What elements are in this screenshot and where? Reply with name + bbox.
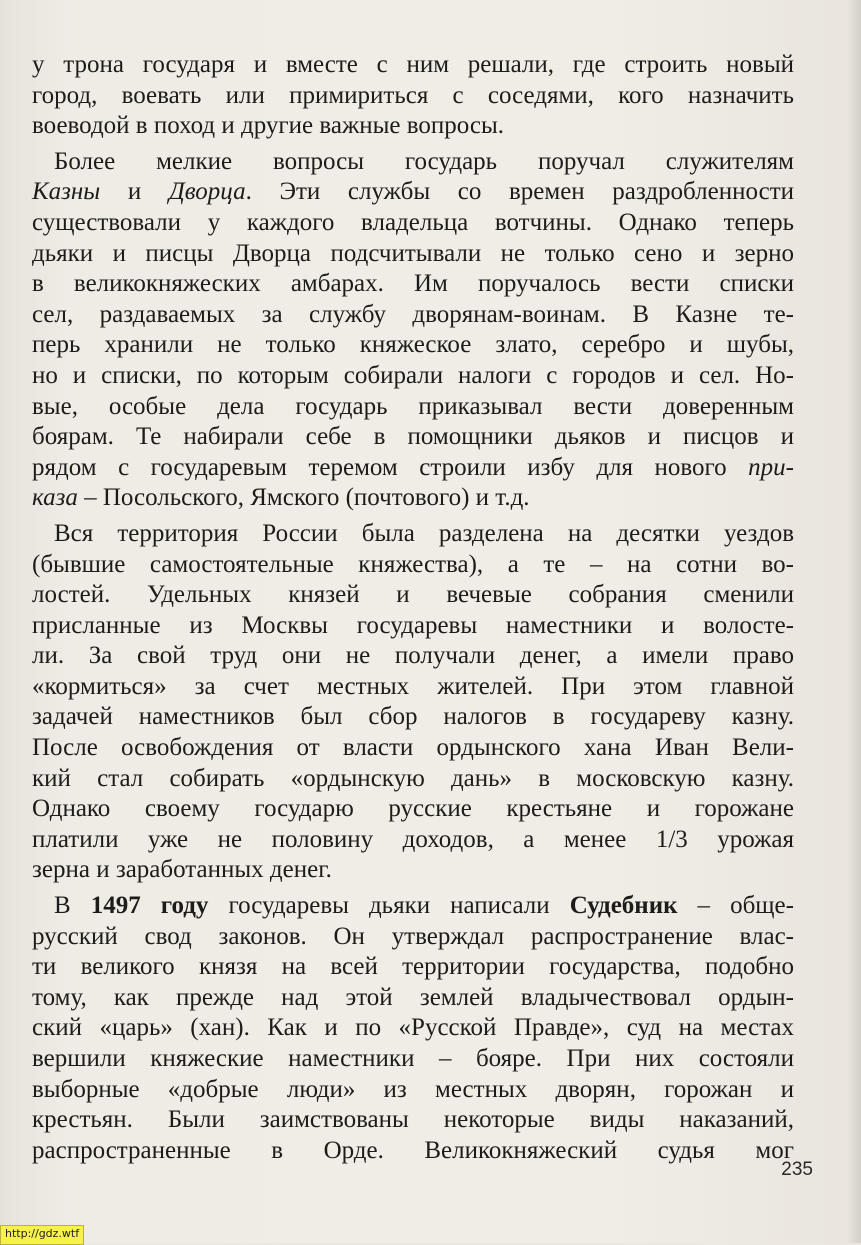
text-fragment: рядом с государевым теремом строили избу для нового: [32, 453, 749, 481]
text-fragment: – Посольского, Ямского (почтового) и т.д.: [77, 484, 530, 512]
text-line: русский свод законов. Он утверждал распространение влас-: [32, 922, 794, 950]
term-kazna: Казны: [32, 178, 101, 206]
text-line: в великокняжеских амбарах. Им поручалось вести списки: [32, 270, 794, 298]
year-1497: 1497 году: [90, 892, 209, 920]
text-line: платили уже не половину доходов, а менее 1/3 урожая: [32, 825, 794, 853]
text-line: [32, 891, 794, 922]
text-line: город, воевать или примириться с соседями, кого назначить: [32, 81, 794, 109]
text-line: ти великого князя на всей территории государства, подобно: [32, 953, 794, 981]
text-line: вершили княжеские наместники – бояре. При них состояли: [32, 1045, 794, 1072]
term-prikaz-end: каза: [32, 484, 78, 512]
text-line: крестьян. Были заимствованы некоторые виды наказаний,: [32, 1106, 794, 1134]
text-line: сел, раздаваемых за службу дворянам-воинам. В Казне те-: [32, 300, 794, 328]
term-dvorets: Дворца: [168, 178, 246, 206]
text-line: дьяки и писцы Дворца подсчитывали не только сено и зерно: [32, 239, 794, 267]
text-line: лостей. Удельных князей и вечевые собрания сменили: [32, 581, 794, 609]
text-line: присланные из Москвы государевы наместники и волосте-: [32, 611, 794, 639]
text-line: тому, как прежде над этой землей владычествовал ордын-: [32, 983, 794, 1011]
text-line: перь хранили не только княжеское злато, серебро и шубы,: [32, 331, 794, 359]
text-line: существовали у каждого владельца вотчины. Однако теперь: [32, 208, 794, 236]
text-line: воеводой в поход и другие важные вопросы.: [32, 112, 505, 140]
text-fragment: В: [54, 892, 91, 920]
text-line: распространенные в Орде. Великокняжеский судья мог: [32, 1136, 794, 1164]
text-line: [32, 453, 794, 484]
text-line: зерна и заработанных денег.: [32, 856, 332, 884]
text-line: боярам. Те набирали себе в помощники дьяков и писцов и: [32, 423, 794, 451]
text-line: Однако своему государю русские крестьяне и горожане: [32, 795, 794, 823]
text-line: После освобождения от власти ордынского хана Иван Вели-: [32, 734, 794, 762]
term-prikaz: при-: [748, 453, 794, 481]
page-edge-shadow: [847, 0, 861, 1243]
text-line: ли. За свой труд они не получали денег, а имели право: [32, 642, 794, 670]
text-line: у трона государя и вместе с ним решали, где строить новый: [32, 51, 794, 78]
text-line: ский «царь» (хан). Как и по «Русской Правде», суд на местах: [32, 1014, 794, 1042]
text-line: но и списки, по которым собирали налоги с городов и сел. Но-: [32, 361, 794, 389]
watermark-link[interactable]: http://gdz.wtf: [0, 1225, 84, 1245]
text-line: Более мелкие вопросы государь поручал служителям: [54, 147, 794, 175]
body-text: [32, 50, 794, 1166]
text-line: [32, 177, 794, 208]
text-line: кий стал собирать «ордынскую дань» в московскую казну.: [32, 764, 794, 792]
text-line: выборные «добрые люди» из местных дворян, горожан и: [32, 1075, 794, 1103]
text-line: [32, 483, 794, 514]
text-line: (бывшие самостоятельные княжества), а те – на сотни во-: [32, 550, 794, 578]
text-fragment: государевы дьяки написали: [208, 892, 570, 920]
text-fragment: – обще-: [677, 892, 794, 920]
text-line: вые, особые дела государь приказывал вести доверенным: [32, 392, 794, 420]
term-sudebnik: Судебник: [569, 892, 678, 920]
text-line: задачей наместников был сбор налогов в государеву казну.: [32, 703, 794, 731]
text-line: «кормиться» за счет местных жителей. При этом главной: [32, 672, 794, 700]
text-line: Вся территория России была разделена на десятки уездов: [54, 519, 794, 547]
page-number: 235: [781, 1159, 813, 1180]
text-fragment: . Эти службы со времен раздробленности: [245, 178, 794, 206]
text-fragment: и: [100, 178, 169, 206]
